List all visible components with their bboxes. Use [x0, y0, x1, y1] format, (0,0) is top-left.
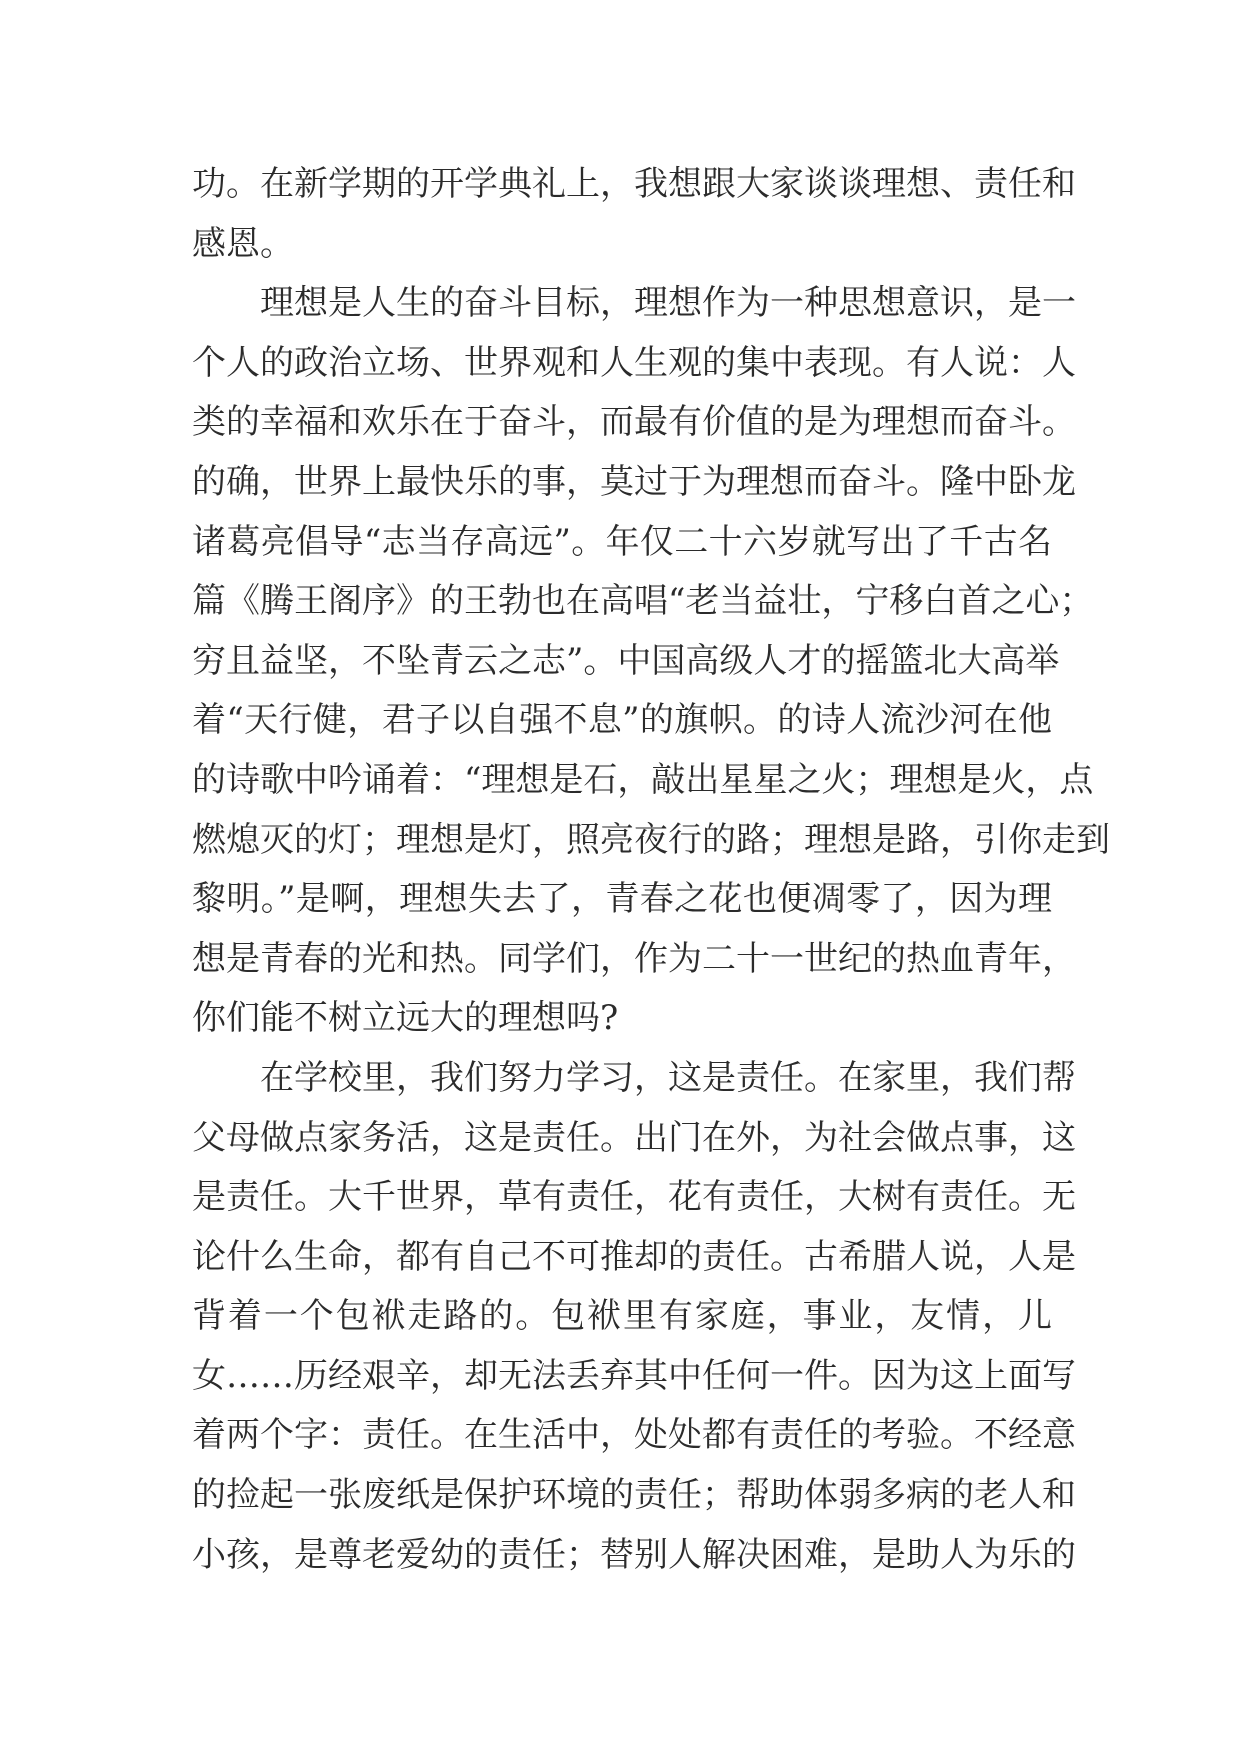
text-line: 是责任。大千世界，草有责任，花有责任，大树有责任。无 [192, 1177, 1076, 1218]
text-line: 的捡起一张废纸是保护环境的责任；帮助体弱多病的老人和 [192, 1475, 1076, 1516]
text-line: 的诗歌中吟诵着：“理想是石，敲出星星之火；理想是火，点 [192, 759, 1094, 800]
text-line: 女……历经艰辛，却无法丢弃其中任何一件。因为这上面写 [192, 1355, 1076, 1396]
text-line: 理想是人生的奋斗目标，理想作为一种思想意识，是一 [260, 283, 1076, 324]
text-line: 燃熄灭的灯；理想是灯，照亮夜行的路；理想是路，引你走到 [192, 819, 1110, 860]
text-line: 背着一个包袱走路的。包袱里有家庭，事业，友情，儿 [192, 1296, 1052, 1337]
text-line: 诸葛亮倡导“志当存高远”。年仅二十六岁就写出了千古名 [192, 521, 1052, 562]
text-line: 类的幸福和欢乐在于奋斗，而最有价值的是为理想而奋斗。 [192, 402, 1076, 443]
text-line: 感恩。 [192, 223, 294, 264]
text-line: 着“天行健，君子以自强不息”的旗帜。的诗人流沙河在他 [192, 700, 1052, 741]
text-line: 黎明。”是啊，理想失去了，青春之花也便凋零了，因为理 [192, 879, 1052, 920]
document-body [192, 155, 1110, 1585]
text-line: 想是青春的光和热。同学们，作为二十一世纪的热血青年， [192, 938, 1076, 979]
text-line: 论什么生命，都有自己不可推却的责任。古希腊人说，人是 [192, 1236, 1076, 1277]
text-line: 你们能不树立远大的理想吗? [192, 998, 619, 1039]
text-line: 篇《腾王阁序》的王勃也在高唱“老当益壮，宁移白首之心； [192, 581, 1094, 622]
text-line: 在学校里，我们努力学习，这是责任。在家里，我们帮 [260, 1057, 1076, 1098]
text-line: 的确，世界上最快乐的事，莫过于为理想而奋斗。隆中卧龙 [192, 461, 1076, 502]
text-line: 小孩，是尊老爱幼的责任；替别人解决困难，是助人为乐的 [192, 1534, 1076, 1575]
text-line: 穷且益坚，不坠青云之志”。中国高级人才的摇篮北大高举 [192, 640, 1060, 681]
text-line: 父母做点家务活，这是责任。出门在外，为社会做点事，这 [192, 1117, 1076, 1158]
text-line: 功。在新学期的开学典礼上，我想跟大家谈谈理想、责任和 [192, 164, 1076, 204]
text-line: 着两个字：责任。在生活中，处处都有责任的考验。不经意 [192, 1415, 1076, 1456]
text-line: 个人的政治立场、世界观和人生观的集中表现。有人说：人 [192, 342, 1076, 383]
